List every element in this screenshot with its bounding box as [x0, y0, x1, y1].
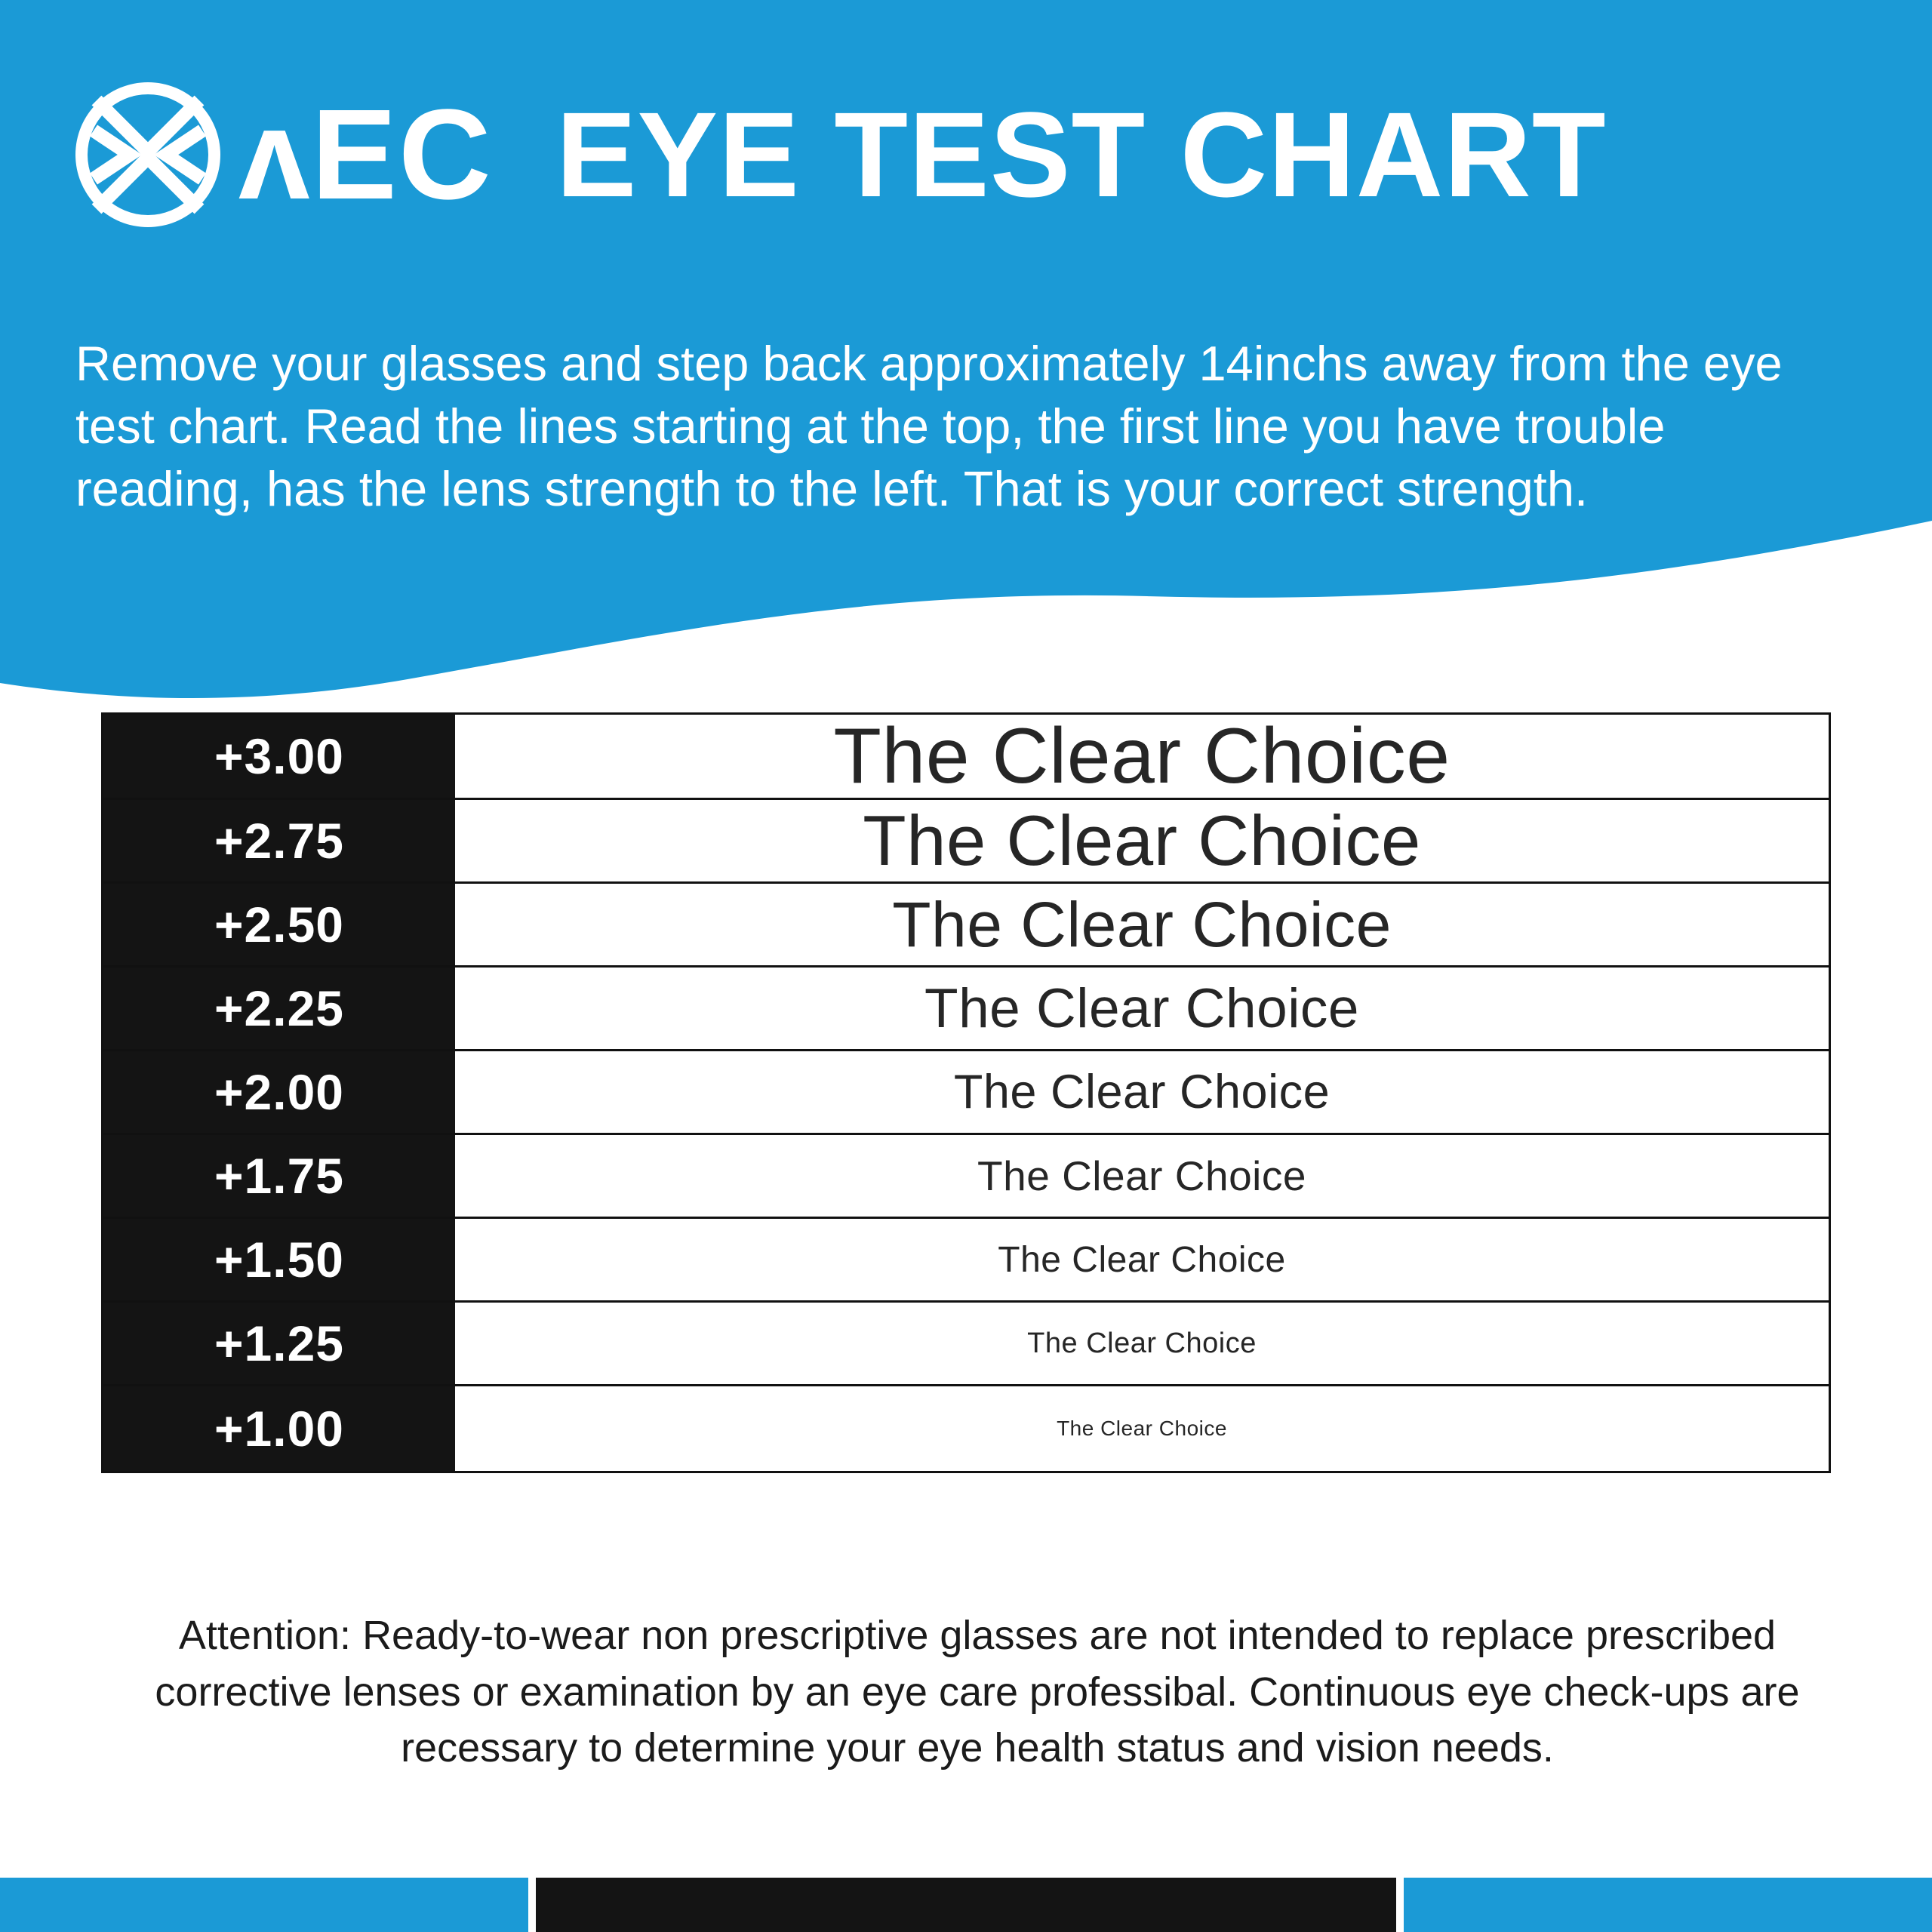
table-row [103, 1135, 1829, 1219]
table-row [103, 884, 1829, 968]
attention-disclaimer: Attention: Ready-to-wear non prescriptive glasses are not intended to replace prescribed corrective lenses or examination by an eye care professibal. Continuous eye check-ups are recessary to determine your eye health status and vision needs. [155, 1613, 1800, 1771]
table-row [103, 1386, 1829, 1471]
sample-text-cell: The Clear Choice [455, 1051, 1829, 1133]
table-row [103, 968, 1829, 1051]
header-banner [0, 0, 1932, 724]
sample-text-cell: The Clear Choice [455, 1135, 1829, 1217]
footer-color-bar [0, 1878, 1932, 1932]
lens-power-cell: +3.00 [103, 715, 455, 798]
lens-power-cell: +1.50 [103, 1219, 455, 1300]
table-row [103, 1051, 1829, 1135]
table-row [103, 1303, 1829, 1386]
sample-text-cell: The Clear Choice [455, 1386, 1829, 1471]
eye-test-chart-table [101, 712, 1831, 1473]
sample-text-cell: The Clear Choice [455, 884, 1829, 965]
lens-power-cell: +1.25 [103, 1303, 455, 1384]
brand-lockup [72, 79, 1607, 230]
table-row [103, 800, 1829, 884]
footer-bar-gap-right [1396, 1878, 1404, 1932]
brand-abbrev: ʌEC [238, 83, 493, 226]
table-row [103, 1219, 1829, 1303]
footer-bar-blue-left [0, 1878, 528, 1932]
instructions-text: Remove your glasses and step back approximately 14inchs away from the eye test chart. Read the lines starting at the top, the first line you have trouble reading, has the lens strength to the left. That is your correct strength. [75, 336, 1783, 517]
sample-text-cell: The Clear Choice [455, 968, 1829, 1049]
sample-text-cell: The Clear Choice [455, 715, 1829, 798]
page-title: EYE TEST CHART [555, 87, 1607, 222]
sample-text-cell: The Clear Choice [455, 800, 1829, 881]
lens-power-cell: +1.75 [103, 1135, 455, 1217]
lens-power-cell: +2.00 [103, 1051, 455, 1133]
lens-power-cell: +2.25 [103, 968, 455, 1049]
footer-bar-blue-right [1404, 1878, 1932, 1932]
sample-text-cell: The Clear Choice [455, 1219, 1829, 1300]
lens-power-cell: +2.50 [103, 884, 455, 965]
lens-power-cell: +1.00 [103, 1386, 455, 1471]
footer-bar-black [536, 1878, 1396, 1932]
lens-power-cell: +2.75 [103, 800, 455, 881]
sample-text-cell: The Clear Choice [455, 1303, 1829, 1384]
table-row [103, 712, 1829, 800]
aec-logo-icon [72, 79, 223, 230]
footer-bar-gap-left [528, 1878, 536, 1932]
